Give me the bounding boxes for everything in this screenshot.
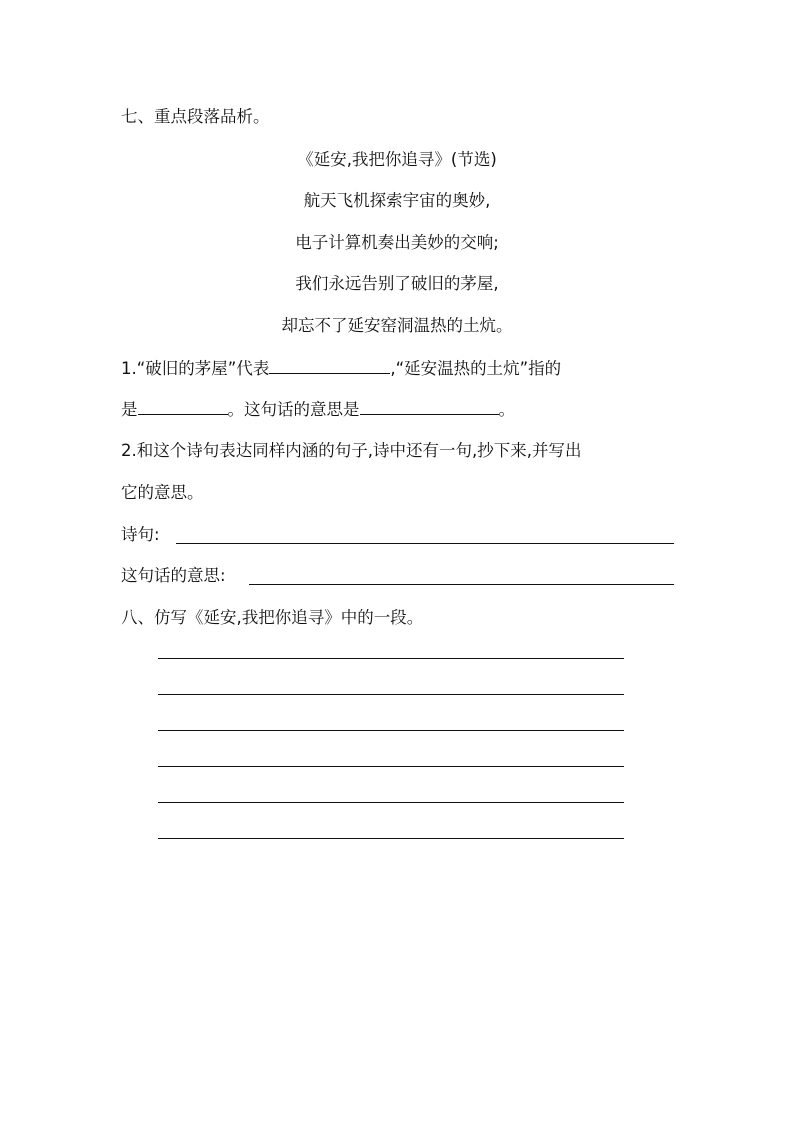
answer-blank-meaning[interactable]: [360, 398, 499, 415]
writing-line[interactable]: [158, 838, 624, 839]
meaning-answer-label: 这句话的意思:: [121, 566, 226, 585]
poem-answer-label: 诗句:: [121, 525, 160, 544]
question-1-text-d: 。这句话的意思是: [227, 400, 360, 419]
poem-title: 《延安,我把你追寻》(节选): [297, 150, 497, 169]
question-1-line-2: [121, 398, 515, 421]
question-2-line-2: 它的意思。: [121, 483, 204, 502]
poem-answer-line[interactable]: [176, 543, 674, 544]
answer-blank-kang[interactable]: [138, 398, 228, 415]
question-1-line-1: [121, 357, 561, 380]
question-1-text-b: ,“延安温热的土炕”指的: [390, 359, 562, 378]
poem-line-1: 航天飞机探索宇宙的奥妙,: [303, 191, 491, 210]
writing-line[interactable]: [158, 766, 624, 767]
meaning-answer-line[interactable]: [249, 584, 674, 585]
question-1-text-c: 是: [121, 400, 138, 419]
question-1-text-a: 1.“破旧的茅屋”代表: [121, 359, 270, 378]
writing-line[interactable]: [158, 730, 624, 731]
poem-line-3: 我们永远告别了破旧的茅屋,: [295, 274, 499, 293]
answer-blank-thatched-hut[interactable]: [269, 357, 390, 374]
writing-line[interactable]: [158, 658, 624, 659]
question-1-text-e: 。: [498, 400, 515, 419]
question-2-line-1: 2.和这个诗句表达同样内涵的句子,诗中还有一句,抄下来,并写出: [121, 441, 582, 460]
poem-line-2: 电子计算机奏出美妙的交响;: [295, 233, 499, 252]
section-7-heading: 七、重点段落品析。: [121, 107, 270, 126]
writing-line[interactable]: [158, 694, 624, 695]
poem-line-4: 却忘不了延安窑洞温热的土炕。: [281, 316, 513, 335]
section-8-heading: 八、仿写《延安,我把你追寻》中的一段。: [121, 608, 424, 627]
writing-line[interactable]: [158, 802, 624, 803]
